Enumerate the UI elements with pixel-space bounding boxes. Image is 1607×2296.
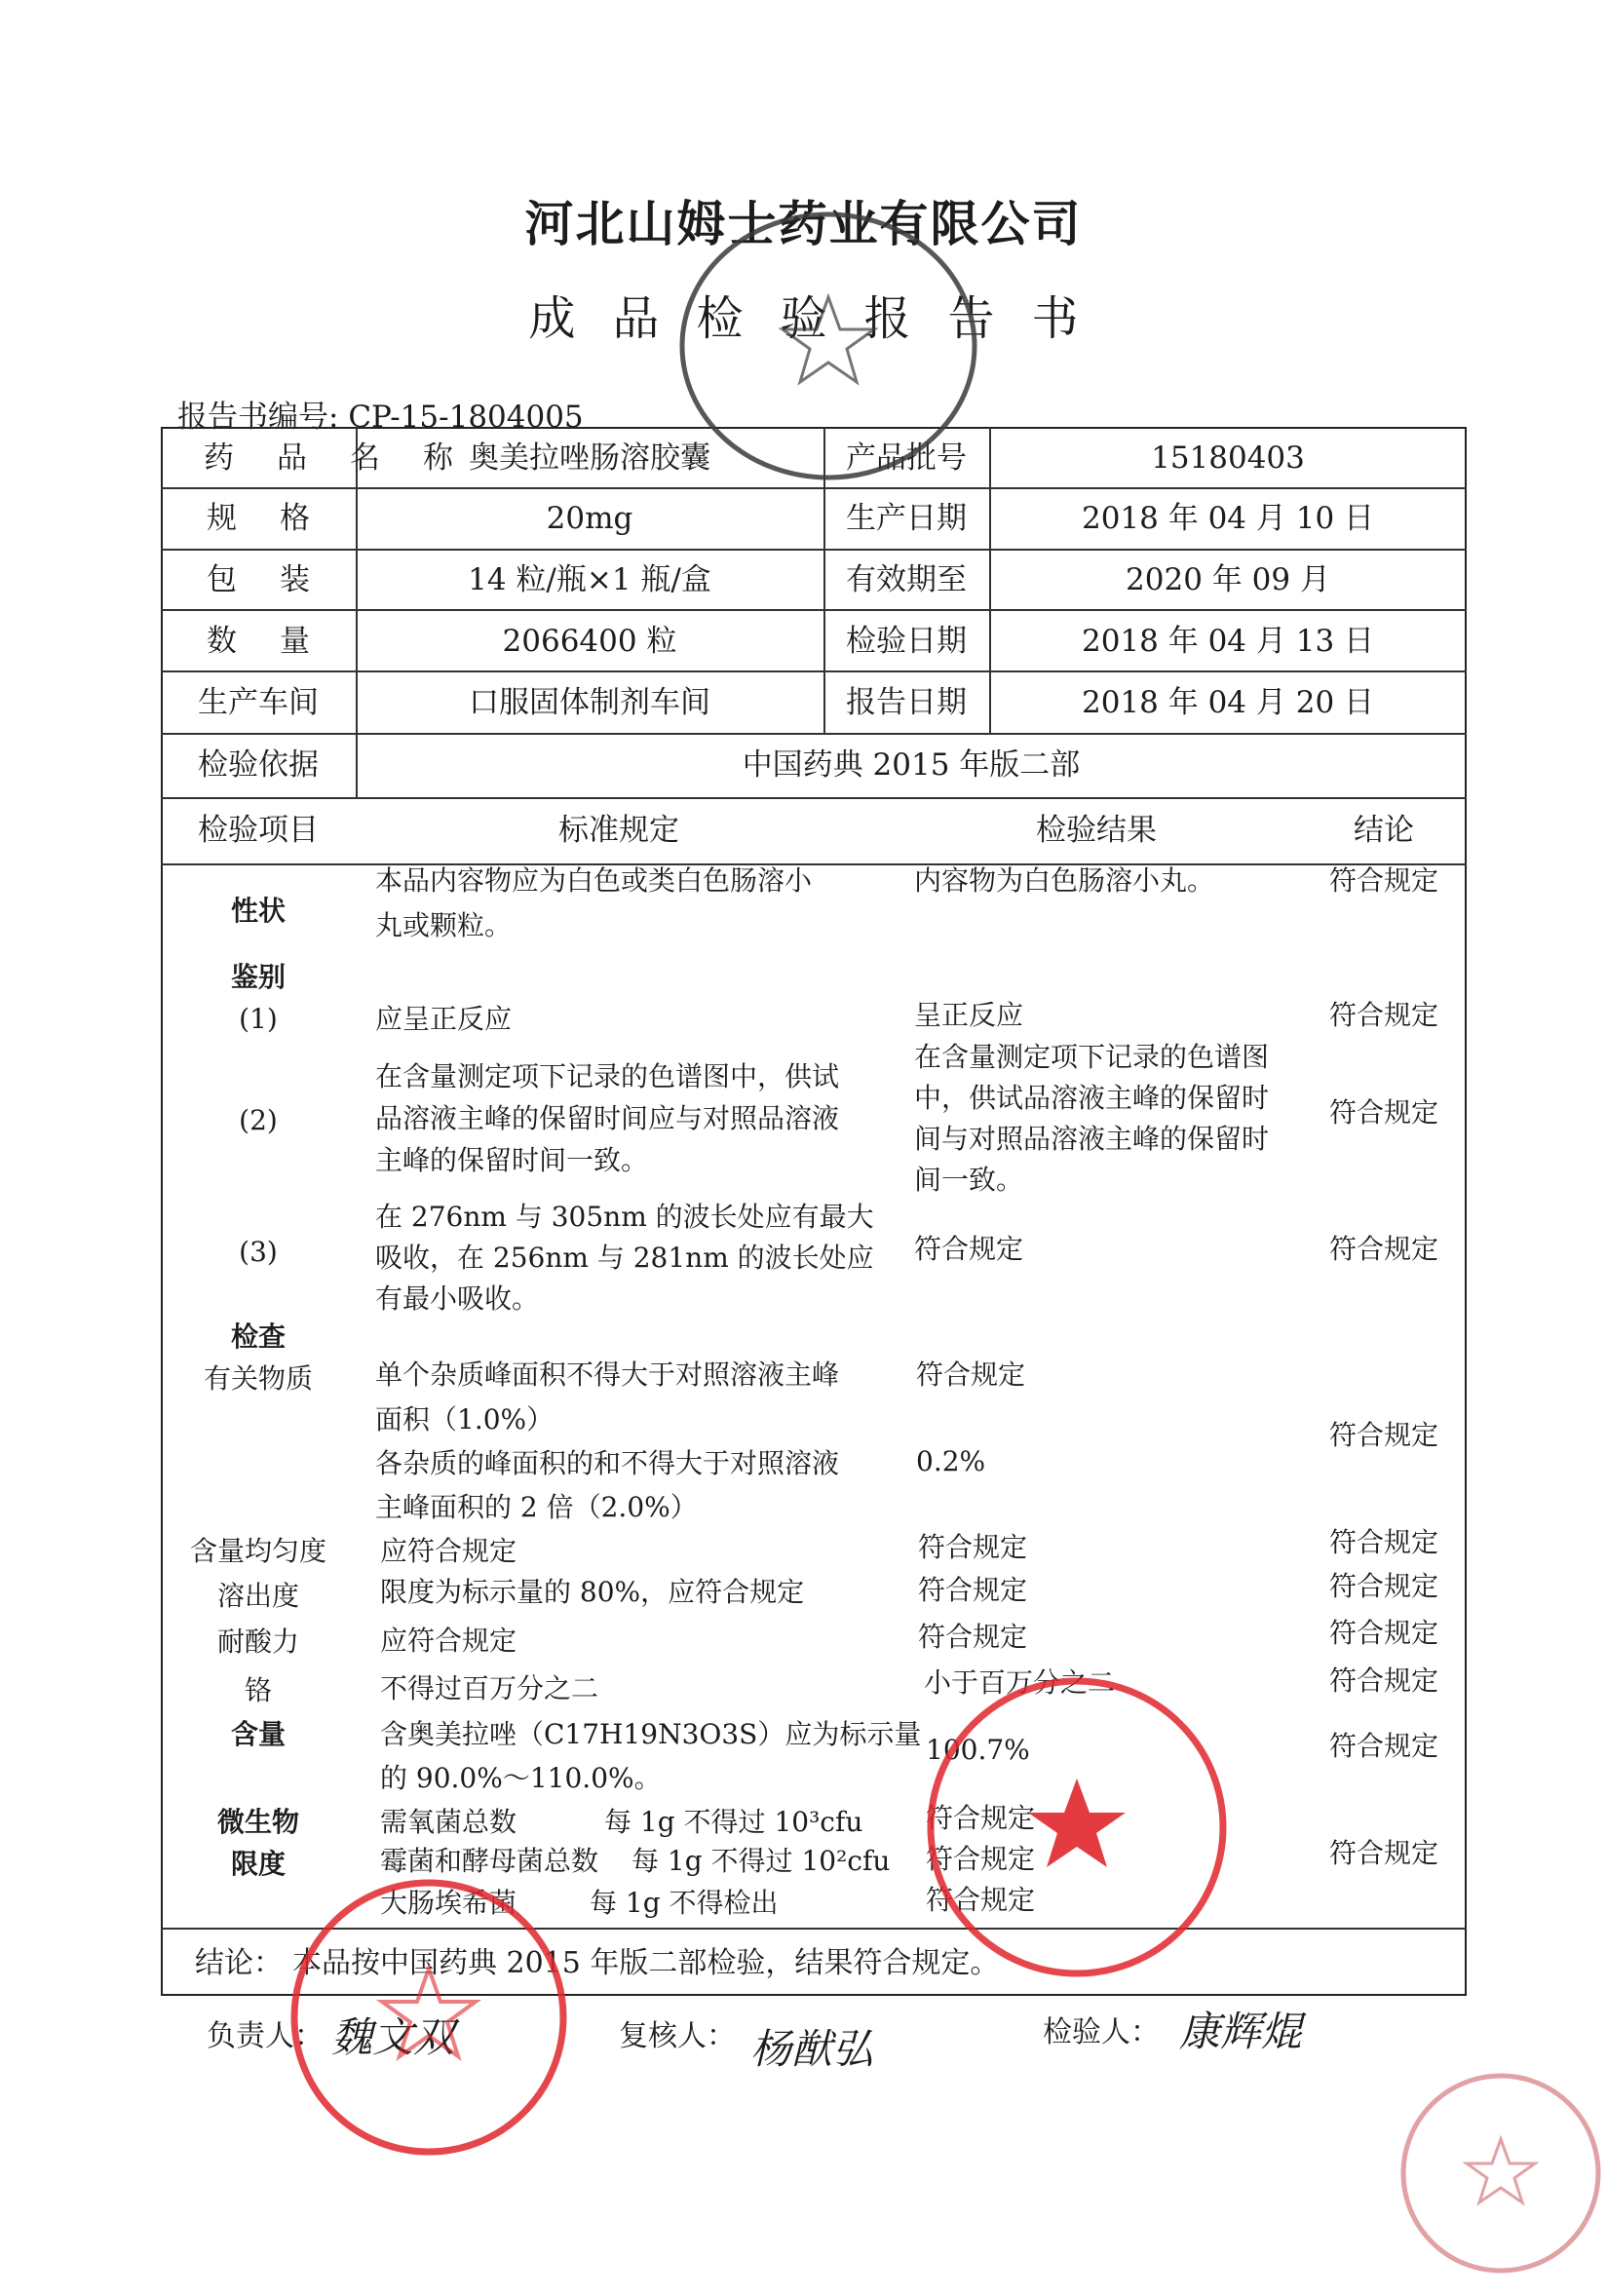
uniformity-standard: 应符合规定 bbox=[380, 1535, 517, 1567]
appearance-conclusion: 符合规定 bbox=[1328, 864, 1438, 897]
test-date-value: 2018 年 04 月 13 日 bbox=[1081, 624, 1375, 659]
micro-std-name: 需氧菌总数 bbox=[380, 1806, 517, 1838]
uniformity-result: 符合规定 bbox=[918, 1531, 1028, 1563]
table-divider bbox=[161, 863, 1467, 865]
table-divider bbox=[161, 797, 1467, 799]
assay-conclusion: 符合规定 bbox=[1328, 1730, 1438, 1762]
uniformity-label: 含量均匀度 bbox=[189, 1535, 326, 1567]
spec-value: 20mg bbox=[546, 501, 633, 536]
micro-result: 符合规定 bbox=[926, 1843, 1036, 1875]
micro-label: 微生物 bbox=[216, 1806, 299, 1838]
id3-conclusion: 符合规定 bbox=[1328, 1233, 1438, 1265]
spec-label: 规格 bbox=[207, 501, 353, 536]
stamp-inspection-black bbox=[672, 205, 984, 487]
id3-result: 符合规定 bbox=[914, 1233, 1024, 1265]
batch-label: 产品批号 bbox=[846, 440, 967, 476]
uniformity-conclusion: 符合规定 bbox=[1328, 1526, 1438, 1558]
prod-date-label: 生产日期 bbox=[846, 501, 967, 536]
col-item: 检验项目 bbox=[198, 813, 319, 848]
stamp-graphic bbox=[921, 1671, 1233, 1983]
test-date-label: 检验日期 bbox=[846, 624, 967, 659]
acid-conclusion: 符合规定 bbox=[1328, 1617, 1438, 1649]
stamp-corner-faded bbox=[1394, 2066, 1607, 2280]
id3-label: (3) bbox=[239, 1236, 278, 1268]
quantity-value: 2066400 粒 bbox=[502, 624, 677, 659]
related-standard-line: 主峰面积的 2 倍（2.0%） bbox=[375, 1491, 698, 1523]
related-standard-line: 面积（1.0%） bbox=[375, 1403, 555, 1435]
prod-date-value: 2018 年 04 月 10 日 bbox=[1081, 501, 1375, 536]
col-standard: 标准规定 bbox=[558, 813, 679, 848]
id2-standard-line: 品溶液主峰的保留时间应与对照品溶液 bbox=[375, 1102, 840, 1134]
micro-result: 符合规定 bbox=[926, 1802, 1036, 1834]
chromium-label: 铬 bbox=[244, 1674, 272, 1706]
report-number-label: 报告书编号: bbox=[177, 400, 339, 435]
dissolution-conclusion: 符合规定 bbox=[1328, 1570, 1438, 1602]
chromium-standard: 不得过百万分之二 bbox=[380, 1672, 599, 1704]
stamp-graphic bbox=[672, 205, 984, 487]
micro-std-name: 大肠埃希菌 bbox=[380, 1887, 517, 1919]
id2-result-line: 间一致。 bbox=[914, 1164, 1024, 1196]
assay-result: 100.7% bbox=[926, 1734, 1030, 1766]
appearance-standard-line: 本品内容物应为白色或类白色肠溶小 bbox=[375, 864, 813, 897]
micro-std-limit: 每 1g 不得检出 bbox=[590, 1887, 779, 1919]
id2-label: (2) bbox=[239, 1104, 278, 1136]
assay-standard-line: 含奥美拉唑（C17H19N3O3S）应为标示量 bbox=[380, 1718, 922, 1750]
dissolution-result: 符合规定 bbox=[918, 1574, 1028, 1606]
dissolution-label: 溶出度 bbox=[216, 1580, 299, 1612]
batch-value: 15180403 bbox=[1151, 440, 1305, 476]
section-identification: 鉴别 bbox=[230, 961, 286, 993]
id2-result-line: 在含量测定项下记录的色谱图 bbox=[914, 1041, 1270, 1073]
package-value: 14 粒/瓶×1 瓶/盒 bbox=[468, 562, 711, 597]
id1-label: (1) bbox=[239, 1003, 278, 1035]
id1-result: 呈正反应 bbox=[914, 999, 1024, 1031]
id3-standard-line: 吸收，在 256nm 与 281nm 的波长处应 bbox=[375, 1242, 874, 1274]
responsible-signature: 魏文双 bbox=[331, 2013, 455, 2061]
acid-result: 符合规定 bbox=[918, 1621, 1028, 1653]
col-conclusion: 结论 bbox=[1354, 813, 1414, 848]
id1-standard: 应呈正反应 bbox=[375, 1003, 513, 1035]
stamp-quality-red bbox=[283, 1871, 575, 2163]
related-conclusion: 符合规定 bbox=[1328, 1419, 1438, 1451]
id2-standard-line: 在含量测定项下记录的色谱图中，供试 bbox=[375, 1060, 840, 1092]
stamp-graphic bbox=[1394, 2066, 1607, 2280]
table-divider bbox=[356, 427, 358, 797]
id2-standard-line: 主峰的保留时间一致。 bbox=[375, 1144, 649, 1176]
acid-standard: 应符合规定 bbox=[380, 1625, 517, 1657]
assay-label: 含量 bbox=[230, 1718, 286, 1750]
related-standard-line: 单个杂质峰面积不得大于对照溶液主峰 bbox=[375, 1358, 840, 1391]
acid-label: 耐酸力 bbox=[216, 1626, 299, 1658]
id2-conclusion: 符合规定 bbox=[1328, 1096, 1438, 1129]
company-name: 河北山姆士药业有限公司 bbox=[524, 195, 1083, 252]
id3-standard-line: 在 276nm 与 305nm 的波长处应有最大 bbox=[375, 1201, 874, 1233]
micro-std-limit: 每 1g 不得过 10²cfu bbox=[631, 1845, 891, 1877]
responsible-label: 负责人： bbox=[207, 2019, 324, 2053]
related-label: 有关物质 bbox=[203, 1362, 313, 1395]
drug-name-value: 奥美拉唑肠溶胶囊 bbox=[469, 440, 710, 476]
package-label: 包装 bbox=[207, 562, 353, 597]
workshop-value: 口服固体制剂车间 bbox=[469, 685, 710, 720]
section-check: 检查 bbox=[230, 1320, 286, 1353]
document-title: 成品检验报告书 bbox=[528, 291, 1116, 346]
test-label-appearance: 性状 bbox=[230, 895, 286, 927]
related-standard-line: 各杂质的峰面积的和不得大于对照溶液 bbox=[375, 1447, 840, 1479]
summary-text: 本品按中国药典 2015 年版二部检验，结果符合规定。 bbox=[292, 1946, 1000, 1980]
related-result: 符合规定 bbox=[916, 1358, 1026, 1391]
micro-label: 限度 bbox=[230, 1848, 286, 1880]
id1-conclusion: 符合规定 bbox=[1328, 999, 1438, 1031]
workshop-label: 生产车间 bbox=[198, 685, 319, 720]
stamp-graphic bbox=[283, 1871, 575, 2163]
inspector-label: 检验人： bbox=[1043, 2015, 1160, 2049]
quantity-label: 数量 bbox=[207, 624, 353, 659]
id3-standard-line: 有最小吸收。 bbox=[375, 1282, 540, 1315]
report-date-value: 2018 年 04 月 20 日 bbox=[1081, 685, 1375, 720]
chromium-conclusion: 符合规定 bbox=[1328, 1665, 1438, 1697]
expiry-label: 有效期至 bbox=[846, 562, 967, 597]
micro-std-limit: 每 1g 不得过 10³cfu bbox=[604, 1806, 863, 1838]
appearance-standard-line: 丸或颗粒。 bbox=[375, 909, 513, 941]
summary-label: 结论： bbox=[195, 1946, 283, 1980]
inspector-signature: 康辉焜 bbox=[1179, 2008, 1303, 2055]
col-result: 检验结果 bbox=[1036, 813, 1157, 848]
micro-conclusion: 符合规定 bbox=[1328, 1837, 1438, 1869]
basis-value: 中国药典 2015 年版二部 bbox=[742, 747, 1081, 783]
dissolution-standard: 限度为标示量的 80%，应符合规定 bbox=[380, 1576, 805, 1608]
reviewer-label: 复核人： bbox=[619, 2019, 736, 2053]
micro-std-name: 霉菌和酵母菌总数 bbox=[380, 1845, 599, 1877]
id2-result-line: 中，供试品溶液主峰的保留时 bbox=[914, 1082, 1270, 1114]
id2-result-line: 间与对照品溶液主峰的保留时 bbox=[914, 1123, 1270, 1155]
reviewer-signature: 杨猷弘 bbox=[750, 2025, 874, 2073]
report-date-label: 报告日期 bbox=[846, 685, 967, 720]
expiry-value: 2020 年 09 月 bbox=[1126, 562, 1330, 597]
stamp-inspection-red bbox=[921, 1671, 1233, 1983]
chromium-result: 小于百万分之二 bbox=[924, 1666, 1116, 1699]
basis-label: 检验依据 bbox=[198, 747, 319, 783]
report-number-value: CP-15-1804005 bbox=[348, 400, 584, 435]
micro-result: 符合规定 bbox=[926, 1884, 1036, 1916]
assay-standard-line: 的 90.0%～110.0%。 bbox=[380, 1762, 662, 1794]
related-result: 0.2% bbox=[916, 1445, 986, 1477]
drug-name-label: 药品名称 bbox=[204, 440, 496, 476]
appearance-result: 内容物为白色肠溶小丸。 bbox=[914, 864, 1215, 897]
